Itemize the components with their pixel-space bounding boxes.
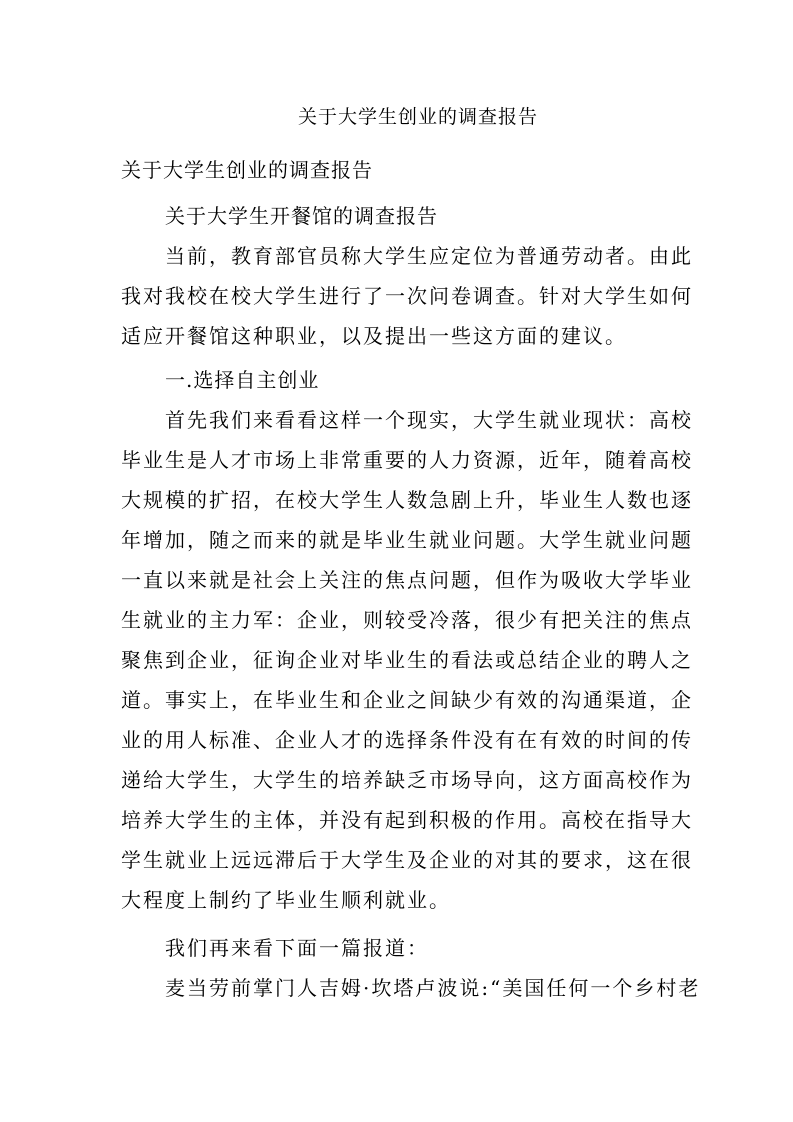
body-line: 生就业的主力军：企业，则较受冷落，很少有把关注的焦点 (121, 608, 693, 632)
body-line: 业的用人标准、企业人才的选择条件没有在有效的时间的传 (121, 728, 693, 752)
body-line: 递给大学生，大学生的培养缺乏市场导向，这方面高校作为 (121, 768, 693, 792)
body-line: 大规模的扩招，在校大学生人数急剧上升，毕业生人数也逐 (121, 488, 693, 512)
body-line: 一.选择自主创业 (165, 368, 320, 392)
body-line: 当前，教育部官员称大学生应定位为普通劳动者。由此 (165, 244, 693, 268)
body-line: 关于大学生开餐馆的调查报告 (165, 204, 438, 228)
body-line: 我们再来看下面一篇报道： (165, 936, 429, 960)
body-line: 首先我们来看看这样一个现实，大学生就业现状：高校 (165, 408, 693, 432)
body-line: 学生就业上远远滞后于大学生及企业的对其的要求，这在很 (121, 848, 693, 872)
body-line: 年增加，随之而来的就是毕业生就业问题。大学生就业问题 (121, 528, 693, 552)
body-line: 一直以来就是社会上关注的焦点问题，但作为吸收大学毕业 (121, 568, 693, 592)
body-line: 道。事实上，在毕业生和企业之间缺少有效的沟通渠道，企 (121, 688, 693, 712)
document-title: 关于大学生创业的调查报告 (297, 106, 538, 128)
body-line: 聚焦到企业，征询企业对毕业生的看法或总结企业的聘人之 (121, 648, 693, 672)
body-line: 我对我校在校大学生进行了一次问卷调查。针对大学生如何 (121, 284, 693, 308)
body-line: 麦当劳前掌门人吉姆·坎塔卢波说:“美国任何一个乡村老 (165, 976, 701, 1000)
body-line: 适应开餐馆这种职业，以及提出一些这方面的建议。 (121, 324, 627, 348)
body-line: 大程度上制约了毕业生顺利就业。 (121, 888, 451, 912)
body-line: 培养大学生的主体，并没有起到积极的作用。高校在指导大 (121, 808, 693, 832)
body-line: 关于大学生创业的调查报告 (121, 158, 373, 182)
body-line: 毕业生是人才市场上非常重要的人力资源，近年，随着高校 (121, 448, 693, 472)
